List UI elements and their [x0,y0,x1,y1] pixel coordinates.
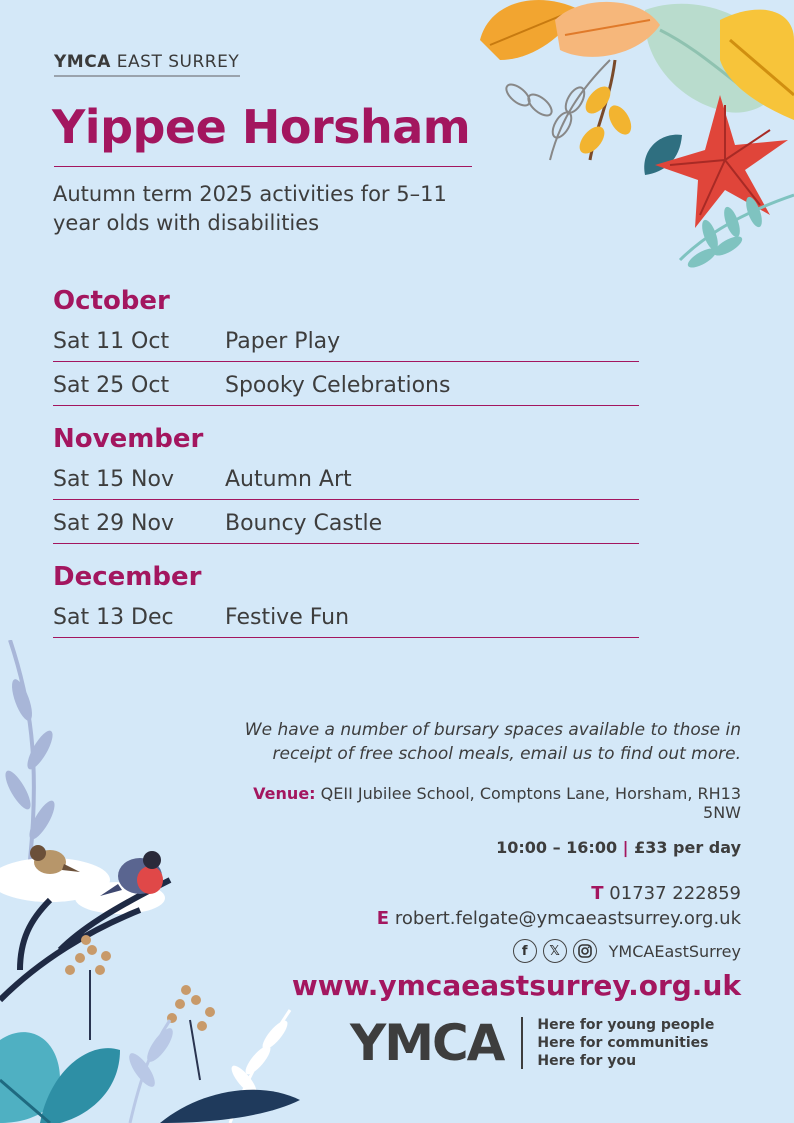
facebook-icon[interactable]: f [513,939,537,963]
org-name-rest: EAST SURREY [110,52,240,72]
autumn-leaves-illustration [470,0,794,275]
venue-line [221,784,741,822]
event-date: Sat 13 Dec [53,605,174,630]
event-name: Paper Play [225,329,341,354]
session-price: £33 per day [628,838,741,857]
month-heading: October [53,286,170,316]
event-date: Sat 25 Oct [53,373,170,398]
strapline-1: Here for young people [537,1017,715,1033]
bursary-note: We have a number of bursary spaces available to those in receipt of free school meals, email us to find out more. [244,720,741,764]
phone-label: T [591,883,604,904]
event-name: Spooky Celebrations [225,373,451,398]
social-links [221,939,741,963]
event-name: Bouncy Castle [225,511,383,536]
schedule-row [53,456,639,500]
social-handle[interactable]: YMCAEastSurrey [608,941,741,961]
ymca-logo: YMCA [350,1014,504,1072]
month-heading: December [53,562,202,592]
event-name: Festive Fun [225,605,350,630]
ymca-brand [350,1016,714,1070]
activity-schedule [53,286,639,656]
contact-info [221,718,741,1002]
month-block-october [53,286,639,406]
x-icon[interactable]: 𝕏 [543,939,567,963]
month-heading: November [53,424,204,454]
event-date: Sat 29 Nov [53,511,174,536]
subtitle: Autumn term 2025 activities for 5–11 year olds with disabilities [53,182,447,235]
email-address[interactable]: robert.felgate@ymcaeastsurrey.org.uk [389,908,741,929]
org-name-bold: YMCA [54,52,111,72]
month-block-december [53,562,639,638]
event-date: Sat 11 Oct [53,329,170,354]
schedule-row [53,362,639,406]
time-price-separator: | [622,838,629,857]
phone-line [221,883,741,904]
venue-label: Venue: [253,784,316,803]
website-link[interactable]: www.ymcaeastsurrey.org.uk [291,969,741,1002]
email-label: E [376,908,390,929]
email-line [221,908,741,929]
brand-strapline [537,1016,714,1070]
phone-number[interactable]: 01737 222859 [603,883,741,904]
organisation-name [54,52,240,77]
brand-divider [521,1017,523,1069]
strapline-3: Here for you [537,1053,637,1069]
session-time: 10:00 – 16:00 [496,838,623,857]
instagram-icon[interactable] [573,939,597,963]
event-date: Sat 15 Nov [53,467,174,492]
month-block-november [53,424,639,544]
title-divider [54,166,472,167]
page-title: Yippee Horsham [52,100,471,154]
event-name: Autumn Art [225,467,352,492]
schedule-row [53,500,639,544]
strapline-2: Here for communities [537,1035,709,1051]
time-price-line [221,838,741,857]
schedule-row [53,594,639,638]
schedule-row [53,318,639,362]
venue-address: QEII Jubilee School, Comptons Lane, Horsham, RH13 5NW [315,784,741,822]
